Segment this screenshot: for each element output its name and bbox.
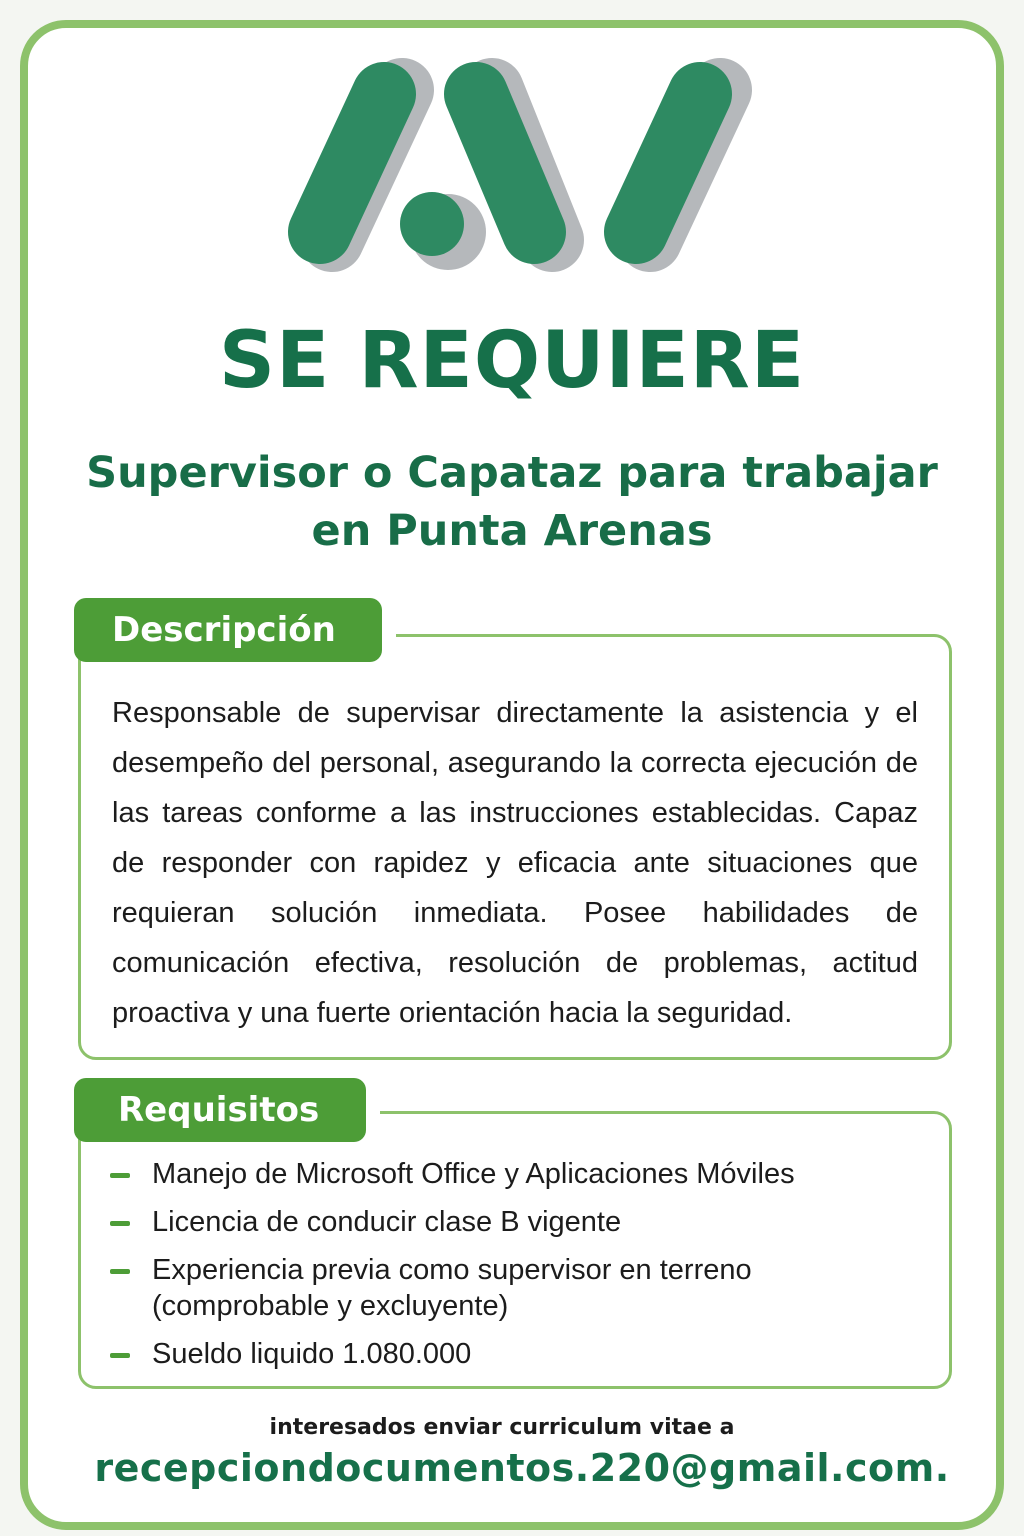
requirement-text: Sueldo liquido 1.080.000 — [152, 1338, 472, 1370]
job-title — [60, 444, 964, 560]
requirements-list — [110, 1156, 930, 1384]
logo-dot — [400, 192, 464, 256]
requirement-text: Licencia de conducir clase B vigente — [152, 1206, 622, 1238]
tab-gap — [366, 1107, 380, 1117]
description-text: Responsable de supervisar directamente la asistencia y el desempeño del personal, asegurando la correcta ejecución de las tareas conforme a las instrucciones establecidas. Capaz de responder con rapidez y eficacia ante situaciones que requieran solución inmediata. Posee habilidades de comunicación efectiva, resolución de problemas, actitud proactiva y una fuerte orientación hacia la seguridad. — [112, 697, 918, 1029]
job-title-line-2: en Punta Arenas — [311, 506, 713, 556]
contact-email-link[interactable]: recepciondocumentos.220@gmail.com. — [94, 1446, 950, 1490]
dash-bullet-icon — [110, 1173, 130, 1178]
tab-gap — [382, 630, 396, 640]
headline: SE REQUIERE — [218, 316, 806, 406]
dash-bullet-icon — [110, 1269, 130, 1274]
contact-instruction: interesados enviar curriculum vitae a — [269, 1415, 735, 1440]
company-logo-icon — [280, 52, 776, 292]
requirements-tab: Requisitos — [74, 1078, 366, 1142]
list-item — [110, 1252, 792, 1324]
list-item — [110, 1156, 930, 1192]
description-tab: Descripción — [74, 598, 382, 662]
requirement-text: Manejo de Microsoft Office y Aplicaciones Móviles — [152, 1158, 795, 1190]
list-item — [110, 1336, 930, 1372]
job-title-line-1: Supervisor o Capataz para trabajar — [86, 448, 938, 498]
list-item — [110, 1204, 930, 1240]
dash-bullet-icon — [110, 1221, 130, 1226]
requirement-text: Experiencia previa como supervisor en terreno (comprobable y excluyente) — [152, 1254, 752, 1322]
dash-bullet-icon — [110, 1353, 130, 1358]
